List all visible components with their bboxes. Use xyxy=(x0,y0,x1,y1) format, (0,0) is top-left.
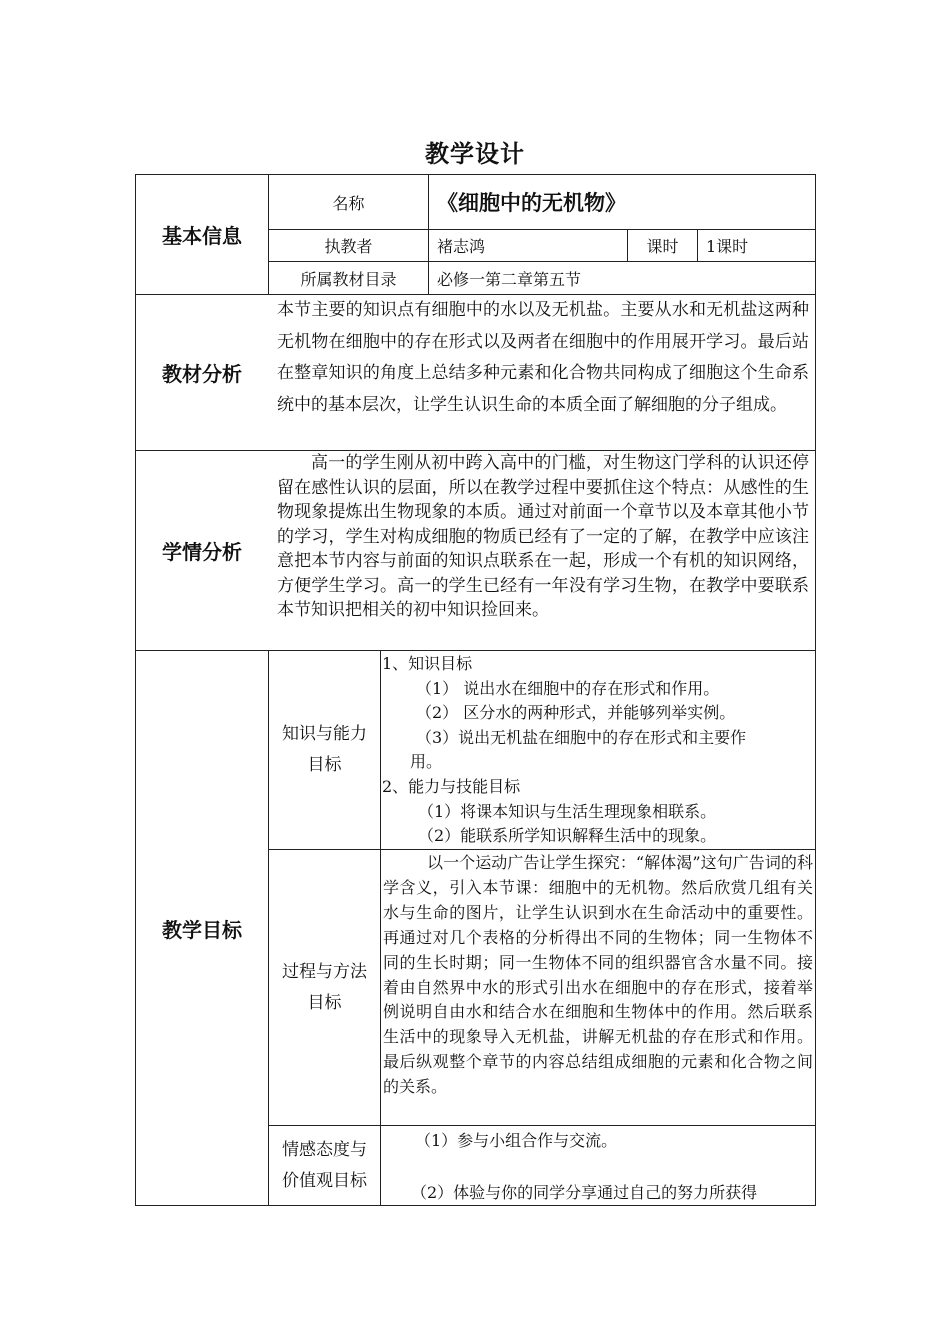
emotion-goal-label-line2: 价值观目标 xyxy=(282,1170,367,1191)
textbook-analysis-header: 教材分析 xyxy=(162,362,242,386)
list-item: （1） 说出水在细胞中的存在形式和作用。 xyxy=(416,678,720,698)
emotion-goal-line-1: （1）参与小组合作与交流。 xyxy=(415,1131,618,1150)
list-item: 1、知识目标 xyxy=(382,654,473,673)
process-goal-label-line2: 目标 xyxy=(307,992,342,1013)
hours-label: 课时 xyxy=(646,237,679,256)
list-item: 2、能力与技能目标 xyxy=(382,776,521,796)
knowledge-goal-content xyxy=(382,652,815,849)
process-goal-label xyxy=(269,850,380,1125)
student-analysis-header: 学情分析 xyxy=(162,540,242,564)
teaching-goals-header: 教学目标 xyxy=(162,917,242,942)
list-item: 用。 xyxy=(410,752,443,772)
hours-value: 1课时 xyxy=(706,237,749,256)
list-item: （2）能联系所学知识解释生活中的现象。 xyxy=(418,826,717,846)
name-label: 名称 xyxy=(332,193,365,213)
emotion-goal-label-line1: 情感态度与 xyxy=(282,1139,367,1160)
teacher-label: 执教者 xyxy=(324,237,373,256)
list-item: （2） 区分水的两种形式，并能够列举实例。 xyxy=(416,703,736,723)
process-goal-content: 以一个运动广告让学生探究：“解体渴”这句广告词的科学含义，引入本节课：细胞中的无机物。然后欣赏几组有关水与生命的图片，让学生认识到水在生命活动中的重要性。再通过对几个表格的分析得出不同的生物体；同一生物体不同的生长时期；同一生物体不同的组织器官含水量不同。接着由自然界中水的形式引出水在细胞中的存在形式，接着举例说明自由水和结合水在细胞和生物体中的作用。然后联系生活中的现象导入无机盐，讲解无机盐的存在形式和作用。最后纵观整个章节的内容总结组成细胞的元素和化合物之间的关系。 xyxy=(383,853,813,1097)
catalog-label: 所属教材目录 xyxy=(300,269,397,289)
knowledge-goal-label-line1: 知识与能力 xyxy=(282,724,367,744)
catalog-value: 必修一第二章第五节 xyxy=(437,269,582,289)
page-title: 教学设计 xyxy=(425,140,525,168)
emotion-goal-line-2: （2）体验与你的同学分享通过自己的努力所获得 xyxy=(411,1183,758,1202)
process-goal-label-line1: 过程与方法 xyxy=(282,961,367,982)
emotion-goal-label xyxy=(269,1126,380,1205)
student-analysis-content: 高一的学生刚从初中跨入高中的门槛，对生物这门学科的认识还停留在感性认识的层面，所以在教学过程中要抓住这个特点：从感性的生物现象提炼出生物现象的本质。通过对前面一个章节以及本章其他小节的学习，学生对构成细胞的物质已经有了一定的了解，在教学中应该注意把本节内容与前面的知识点联系在一起，形成一个有机的知识网络，方便学生学习。高一的学生已经有一年没有学习生物，在教学中要联系本节知识把相关的初中知识捡回来。 xyxy=(277,453,809,620)
knowledge-goal-label-line2: 目标 xyxy=(307,755,342,775)
list-item: （1）将课本知识与生活生理现象相联系。 xyxy=(418,801,717,821)
knowledge-goal-label xyxy=(269,651,380,849)
teacher-name: 褚志鸿 xyxy=(437,237,486,256)
basic-info-header: 基本信息 xyxy=(162,224,242,248)
textbook-analysis-content: 本节主要的知识点有细胞中的水以及无机盐。主要从水和无机盐这两种无机物在细胞中的存在形式以及两者在细胞中的作用展开学习。最后站在整章知识的角度上总结多种元素和化合物共同构成了细胞这个生命系统中的基本层次，让学生认识生命的本质全面了解细胞的分子组成。 xyxy=(277,300,809,415)
lesson-name: 《细胞中的无机物》 xyxy=(437,191,626,215)
list-item: （3）说出无机盐在细胞中的存在形式和主要作 xyxy=(416,727,747,747)
